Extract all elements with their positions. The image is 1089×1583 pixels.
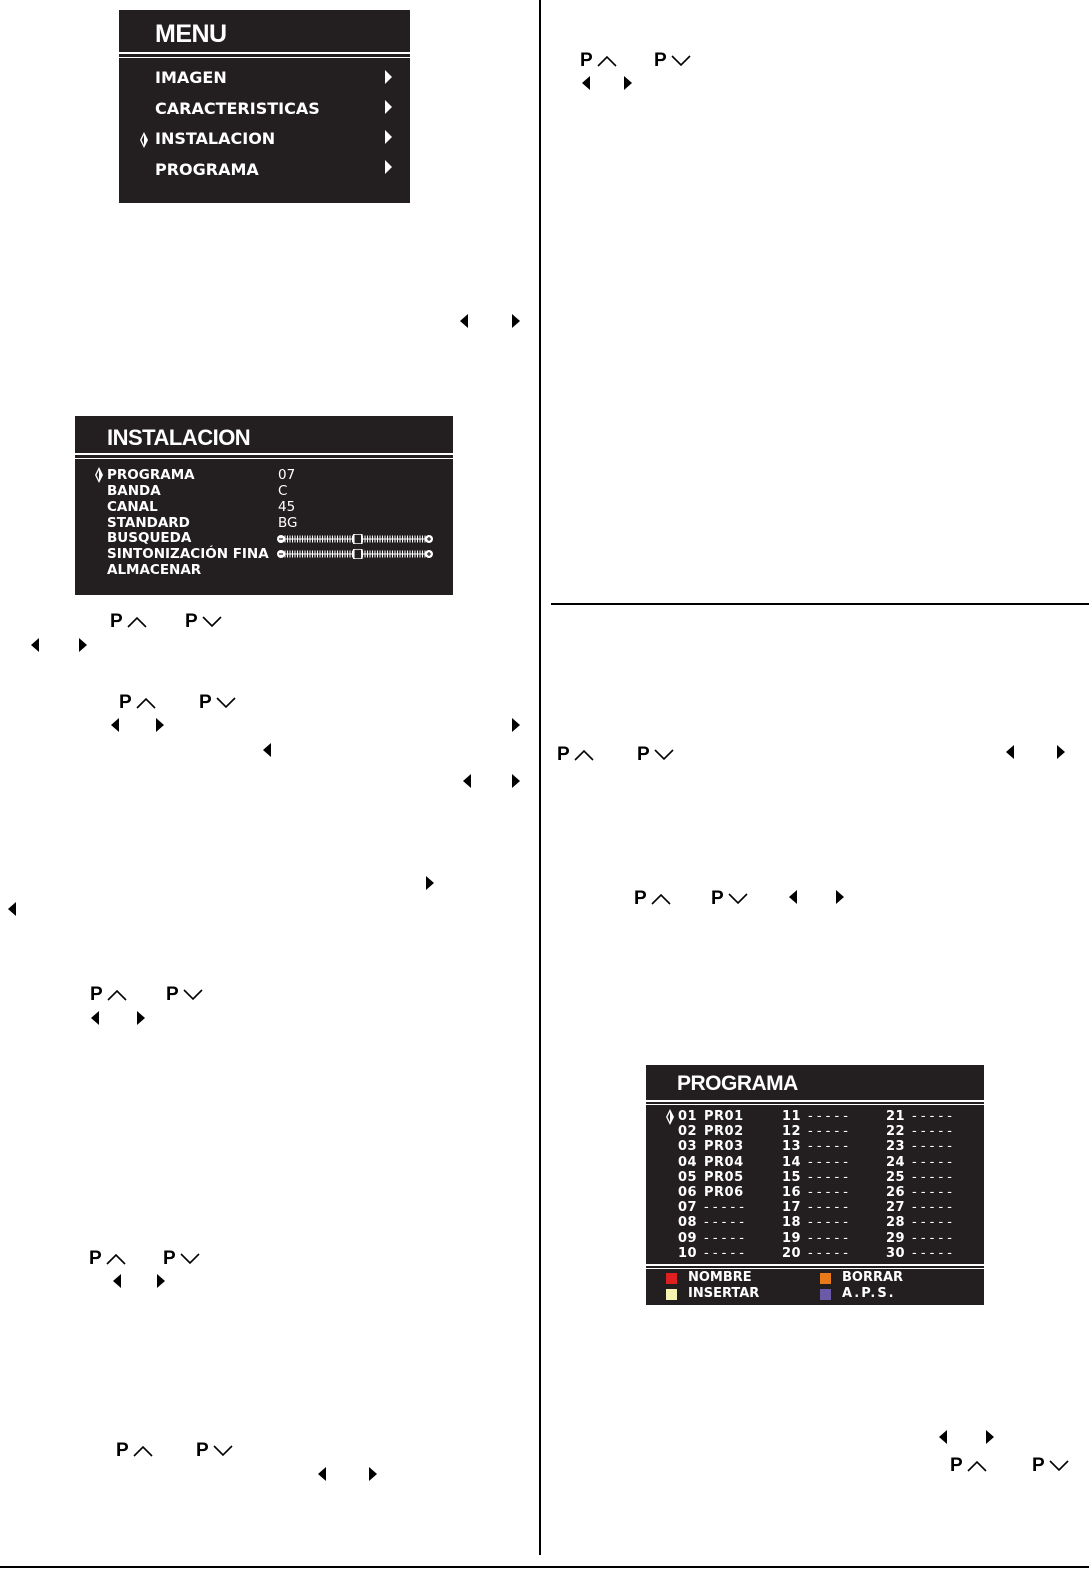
menu-item-label: INSTALACION [155,129,276,148]
key-letter: P [199,692,212,713]
programa-legend-rule-2 [646,1268,984,1269]
chevron-down-icon [183,988,203,1002]
instalacion-row-sintonizacion-fina[interactable] [107,546,269,562]
instalacion-row-banda[interactable] [107,483,161,499]
right-arrow-icon [79,638,87,652]
program-name[interactable]: PR05 [704,1169,744,1185]
section-divider [551,603,1089,605]
programa-title-rule-2 [646,1104,984,1105]
key-letter: P [110,611,123,632]
program-name[interactable]: - - - - - [912,1200,952,1216]
right-arrow-icon [137,1011,145,1025]
program-up-key-icon [580,50,617,72]
chevron-up-icon [106,1252,126,1266]
program-name[interactable]: - - - - - [808,1169,848,1185]
program-down-key-icon [711,888,748,910]
chevron-down-icon [202,615,222,629]
program-number: 21 [886,1109,906,1124]
left-arrow-icon [1006,745,1014,759]
legend-nombre: NOMBRE [688,1270,752,1285]
program-number: 22 [886,1124,906,1140]
row-label: BUSQUEDA [107,530,192,546]
chevron-right-icon [385,160,392,174]
row-value: BG [278,515,298,531]
left-arrow-icon [582,76,590,90]
program-name[interactable]: - - - - - [912,1139,952,1155]
row-value: 07 [278,467,296,483]
menu-item-programa[interactable] [155,160,259,179]
program-name[interactable]: - - - - - [808,1215,848,1231]
key-letter: P [637,744,650,765]
row-value: 45 [278,499,296,515]
left-arrow-icon [789,890,797,904]
chevron-down-icon [1049,1459,1069,1473]
row-label: BANDA [107,483,161,499]
right-arrow-icon [512,718,520,732]
selection-cursor-icon [140,132,148,146]
program-number: 26 [886,1185,906,1200]
program-number: 15 [782,1169,802,1185]
right-arrow-icon [986,1430,994,1444]
right-arrow-icon [156,718,164,732]
program-name[interactable]: - - - - - [912,1109,952,1124]
row-label: ALMACENAR [107,562,202,578]
program-up-key-icon [557,744,594,766]
program-number: 10 [678,1245,698,1261]
left-arrow-icon [939,1430,947,1444]
key-letter: P [1032,1455,1045,1476]
program-name[interactable]: - - - - - [808,1230,848,1246]
program-number: 03 [678,1139,698,1155]
program-number: 30 [886,1245,906,1261]
menu-title-rule-2 [119,57,410,58]
program-name[interactable]: - - - - - [808,1245,848,1261]
program-name[interactable]: PR06 [704,1185,744,1200]
key-letter: P [654,50,667,71]
chevron-up-icon [967,1459,987,1473]
program-number: 28 [886,1215,906,1231]
key-letter: P [116,1440,129,1461]
program-number: 14 [782,1154,802,1170]
program-number: 08 [678,1215,698,1231]
program-down-key-icon [1032,1455,1069,1477]
program-name[interactable]: PR01 [704,1109,744,1124]
chevron-up-icon [127,615,147,629]
program-down-key-icon [637,744,674,766]
chevron-up-icon [597,54,617,68]
program-number: 18 [782,1215,802,1231]
program-name[interactable]: - - - - - [808,1154,848,1170]
orange-key-swatch [820,1273,831,1284]
fine-tuning-slider[interactable] [277,549,433,559]
instalacion-row-canal[interactable] [107,499,158,515]
left-arrow-icon [31,638,39,652]
chevron-down-icon [216,696,236,710]
left-arrow-icon [460,314,468,328]
menu-item-label: IMAGEN [155,68,227,87]
row-label: SINTONIZACIÓN FINA [107,546,269,562]
legend-aps: A.P.S. [842,1286,896,1301]
chevron-down-icon [654,748,674,762]
chevron-up-icon [107,988,127,1002]
instalacion-row-programa[interactable] [107,467,195,483]
right-arrow-icon [1057,745,1065,759]
key-letter: P [166,984,179,1005]
key-letter: P [185,611,198,632]
key-letter: P [196,1440,209,1461]
programa-osd-panel [646,1065,984,1305]
blue-key-swatch [820,1289,831,1300]
left-arrow-icon [113,1274,121,1288]
key-letter: P [90,984,103,1005]
legend-borrar: BORRAR [842,1270,904,1285]
program-name[interactable]: - - - - - [704,1215,744,1231]
chevron-up-icon [133,1444,153,1458]
program-number: 16 [782,1185,802,1200]
program-number: 12 [782,1124,802,1140]
selection-cursor-icon [95,467,103,481]
program-name[interactable]: - - - - - [912,1154,952,1170]
program-name[interactable]: PR03 [704,1139,744,1155]
program-number: 04 [678,1154,698,1170]
left-arrow-icon [8,902,16,916]
program-number: 07 [678,1200,698,1216]
programa-title-rule [646,1100,984,1102]
row-label: STANDARD [107,515,190,531]
programa-legend-rule [646,1264,984,1266]
right-arrow-icon [426,876,434,890]
page-bottom-rule [0,1566,1089,1568]
chevron-right-icon [385,130,392,144]
program-down-key-icon [166,984,203,1006]
program-number: 11 [782,1109,802,1124]
program-number: 23 [886,1139,906,1155]
chevron-down-icon [728,892,748,906]
program-down-key-icon [185,611,222,633]
program-number: 20 [782,1245,802,1261]
program-name[interactable]: PR02 [704,1124,744,1140]
right-arrow-icon [512,774,520,788]
left-arrow-icon [318,1467,326,1481]
program-number: 24 [886,1154,906,1170]
program-down-key-icon [654,50,691,72]
program-number: 27 [886,1200,906,1216]
row-label: PROGRAMA [107,467,195,483]
row-value: C [278,483,288,499]
key-letter: P [119,692,132,713]
program-name[interactable]: - - - - - [808,1139,848,1155]
key-letter: P [711,888,724,909]
program-number: 09 [678,1230,698,1246]
menu-item-label: CARACTERISTICAS [155,99,320,118]
program-up-key-icon [950,1455,987,1477]
slider-thumb[interactable] [354,549,362,559]
program-number: 01 [678,1109,698,1124]
chevron-right-icon [385,100,392,114]
program-up-key-icon [90,984,127,1006]
program-down-key-icon [196,1440,233,1462]
menu-item-imagen[interactable] [155,68,227,87]
program-number: 05 [678,1169,698,1185]
program-number: 25 [886,1169,906,1185]
program-name[interactable]: - - - - - [912,1245,952,1261]
key-letter: P [89,1248,102,1269]
key-letter: P [163,1248,176,1269]
busqueda-slider[interactable] [277,534,433,544]
chevron-down-icon [213,1444,233,1458]
menu-title: MENU [155,20,227,48]
program-name[interactable]: - - - - - [808,1124,848,1140]
menu-title-rule [119,52,410,54]
chevron-down-icon [180,1252,200,1266]
program-number: 06 [678,1185,698,1200]
program-name[interactable]: - - - - - [808,1109,848,1124]
menu-item-label: PROGRAMA [155,160,259,179]
instalacion-row-busqueda[interactable] [107,530,191,546]
program-up-key-icon [119,692,156,714]
program-name[interactable]: - - - - - [704,1200,744,1216]
chevron-down-icon [671,54,691,68]
program-name[interactable]: - - - - - [912,1185,952,1200]
program-up-key-icon [634,888,671,910]
left-arrow-icon [463,774,471,788]
column-divider [539,0,541,1555]
program-down-key-icon [163,1248,200,1270]
slider-thumb[interactable] [354,534,362,544]
chevron-up-icon [651,892,671,906]
instalacion-osd-panel [75,416,453,595]
program-up-key-icon [110,611,147,633]
left-arrow-icon [91,1011,99,1025]
program-name[interactable]: - - - - - [808,1185,848,1200]
chevron-up-icon [574,748,594,762]
key-letter: P [580,50,593,71]
instalacion-row-standard[interactable] [107,515,190,531]
chevron-up-icon [136,696,156,710]
legend-insertar: INSERTAR [688,1286,760,1301]
right-arrow-icon [624,76,632,90]
program-name[interactable]: - - - - - [912,1215,952,1231]
right-arrow-icon [512,314,520,328]
row-label: CANAL [107,499,158,515]
program-up-key-icon [116,1440,153,1462]
program-name[interactable]: - - - - - [912,1230,952,1246]
key-letter: P [557,744,570,765]
program-number: 13 [782,1139,802,1155]
program-up-key-icon [89,1248,126,1270]
program-number: 29 [886,1230,906,1246]
programa-title: PROGRAMA [677,1072,798,1095]
red-key-swatch [666,1273,677,1284]
program-name[interactable]: - - - - - [704,1230,744,1246]
program-name[interactable]: - - - - - [912,1169,952,1185]
menu-item-caracteristicas[interactable] [155,99,320,118]
program-name[interactable]: - - - - - [912,1124,952,1140]
program-number: 02 [678,1124,698,1140]
key-letter: P [950,1455,963,1476]
instalacion-title-rule [75,453,453,455]
key-letter: P [634,888,647,909]
right-arrow-icon [157,1274,165,1288]
instalacion-title-rule-2 [75,458,453,459]
instalacion-row-almacenar[interactable] [107,562,201,578]
selection-cursor-icon [666,1109,674,1123]
left-arrow-icon [111,718,119,732]
menu-osd-panel [119,10,410,203]
program-name[interactable]: PR04 [704,1154,744,1170]
chevron-right-icon [385,70,392,84]
right-arrow-icon [836,890,844,904]
yellow-key-swatch [666,1289,677,1300]
menu-item-instalacion[interactable] [155,129,275,148]
program-down-key-icon [199,692,236,714]
program-number: 17 [782,1200,802,1216]
program-name[interactable]: - - - - - [808,1200,848,1216]
program-number: 19 [782,1230,802,1246]
program-name[interactable]: - - - - - [704,1245,744,1261]
instalacion-title: INSTALACION [107,425,251,450]
right-arrow-icon [369,1467,377,1481]
left-arrow-icon [263,743,271,757]
